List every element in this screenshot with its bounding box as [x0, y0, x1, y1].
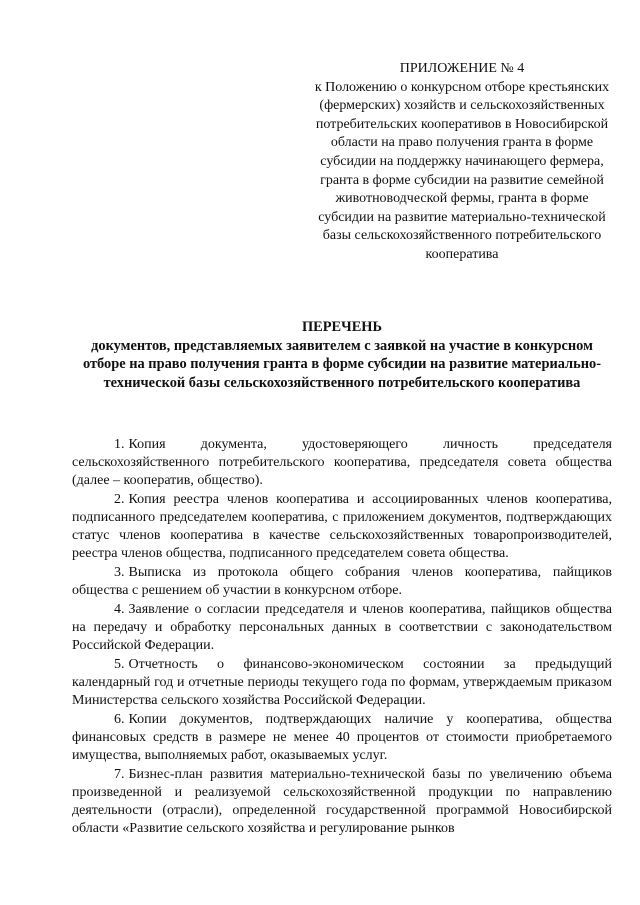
- list-item: [72, 436, 612, 490]
- appendix-title: ПРИЛОЖЕНИЕ № 4: [399, 61, 525, 76]
- list-item-text: Отчетность о финансово-экономическом состоянии за предыдущий календарный год и отчетные периоды текущего года по формам, утверждаемым приказом Министерства сельского хозяйства Российской Федерации.: [72, 657, 612, 708]
- list-item-text: Выписка из протокола общего собрания членов кооператива, пайщиков общества с решением об участии в конкурсном отборе.: [72, 565, 612, 598]
- list-item-text: Бизнес-план развития материально-технической базы по увеличению объема произведенной и реализуемой сельскохозяйственной продукции по направлению деятельности (отрасли), определенной государственной программой Новосибирской области «Развитие сельского хозяйства и регулирование рынков: [72, 767, 612, 836]
- list-item: [72, 601, 612, 655]
- appendix-header: [312, 60, 612, 265]
- list-item-text: Копия реестра членов кооператива и ассоциированных членов кооператива, подписанного председателем кооператива, с приложением документов, подтверждающих статус членов кооператива в качестве сельскохозяйственных товаропроизводителей, реестра членов общества, подписанного председателем совета общества.: [72, 492, 612, 561]
- list-item: [72, 491, 612, 563]
- appendix-reference: к Положению о конкурсном отборе крестьянских (фермерских) хозяйств и сельскохозяйственных потребительских кооперативов в Новосибирской области на право получения гранта в форме субсидии на поддержку начинающего фермера, гранта в форме субсидии на развитие семейной животноводческой фермы, гранта в форме субсидии на развитие материально-технической базы сельскохозяйственного потребительского кооператива: [314, 79, 610, 262]
- list-item-number: 3.: [114, 565, 125, 580]
- list-item: [72, 711, 612, 765]
- list-item-number: 6.: [114, 712, 125, 727]
- list-item-text: Копии документов, подтверждающих наличие у кооператива, общества финансовых средств в размере не менее 40 процентов от стоимости приобретаемого имущества, выполняемых работ, оказываемых услуг.: [72, 712, 612, 763]
- list-item: [72, 656, 612, 710]
- list-item-number: 7.: [114, 767, 125, 782]
- list-item: [72, 564, 612, 600]
- list-heading: ПЕРЕЧЕНЬ: [301, 319, 383, 335]
- list-item-text: Копия документа, удостоверяющего личность председателя сельскохозяйственного потребительского кооператива, председателя совета общества (далее – кооператив, общество).: [72, 437, 612, 488]
- documents-list: [72, 436, 612, 839]
- list-item-number: 5.: [114, 657, 125, 672]
- list-subheading: документов, представляемых заявителем с заявкой на участие в конкурсном отборе на право получения гранта в форме субсидии на развитие материально-технической базы сельскохозяйственного потребительского кооператива: [82, 337, 602, 391]
- list-item-number: 1.: [114, 437, 125, 452]
- list-item-text: Заявление о согласии председателя и членов кооператива, пайщиков общества на передачу и обработку персональных данных в соответствии с законодательством Российской Федерации.: [72, 602, 612, 653]
- list-item-number: 4.: [114, 602, 125, 617]
- list-item-number: 2.: [114, 492, 125, 507]
- list-item: [72, 766, 612, 838]
- document-title: [72, 318, 612, 392]
